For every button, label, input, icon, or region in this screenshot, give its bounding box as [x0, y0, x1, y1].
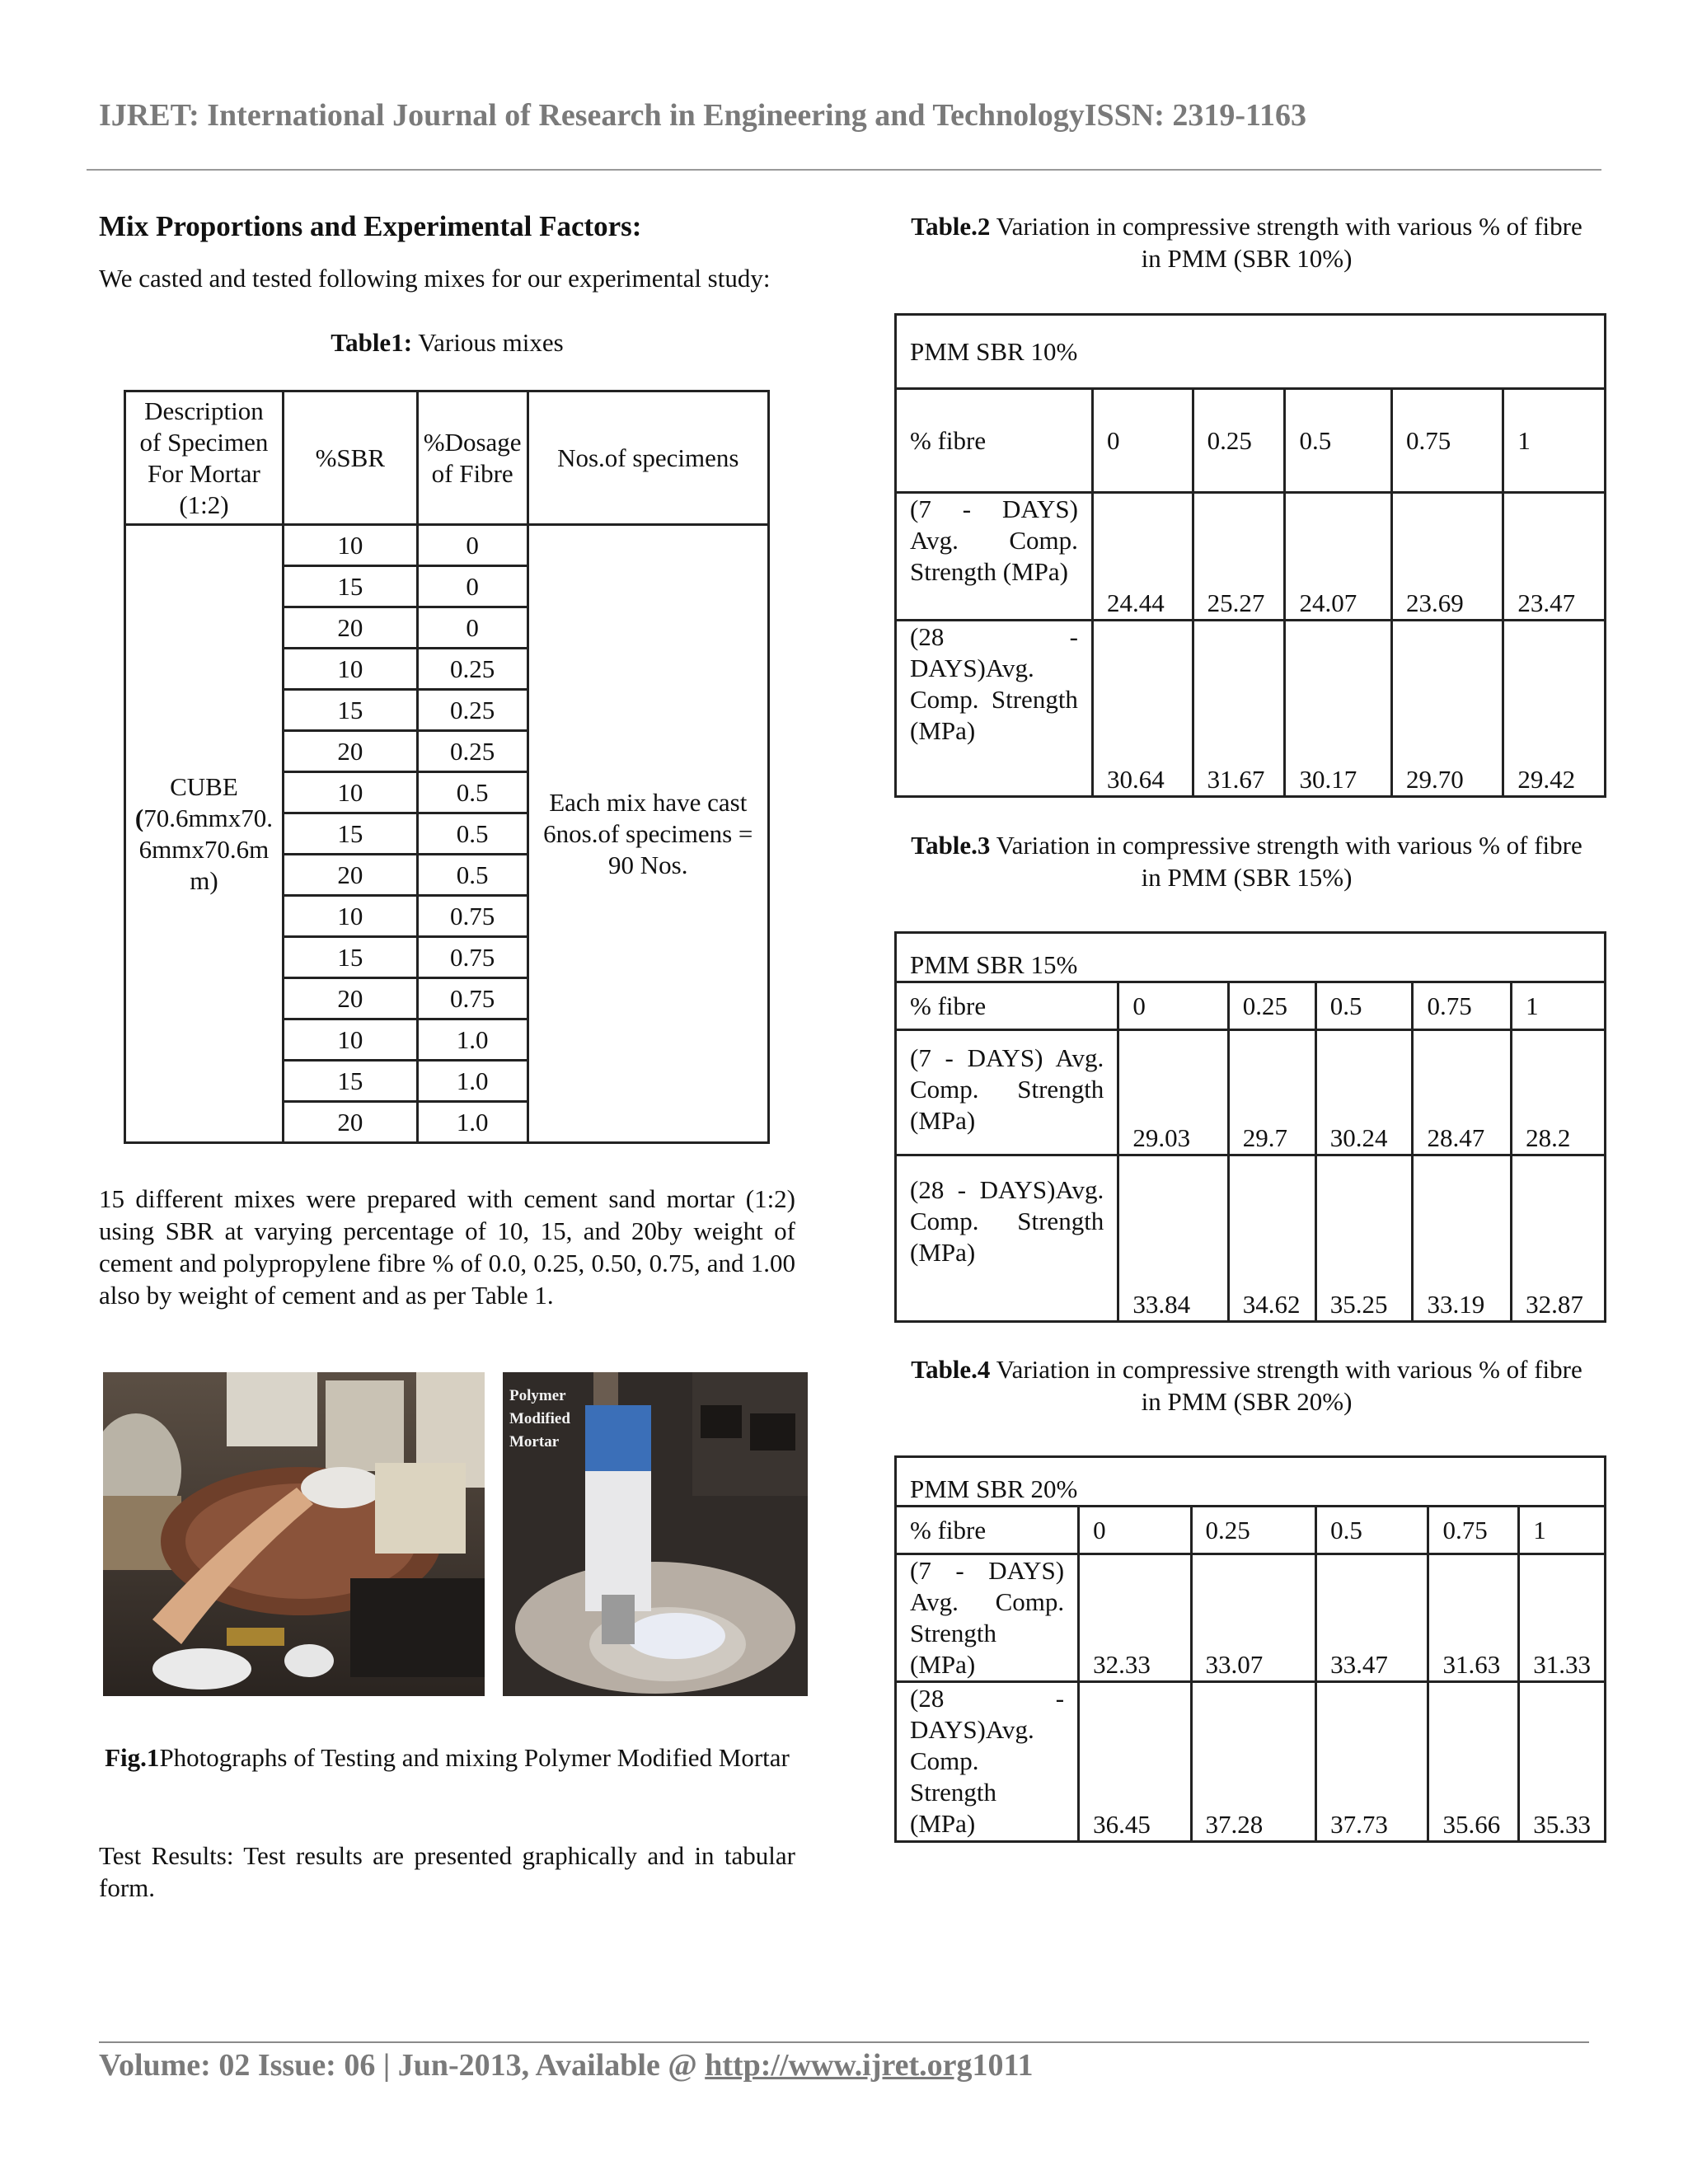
table2-fibre-label: % fibre: [896, 389, 1093, 493]
table3-28day-4: 32.87: [1512, 1155, 1606, 1322]
table2-fibre-row: [896, 389, 1606, 493]
table1-specimen-size-bracket: (: [134, 803, 144, 832]
table1-sbr-cell: 10: [283, 525, 417, 566]
table1-sbr-cell: 15: [283, 1061, 417, 1102]
table4-fibre-2: 0.5: [1316, 1507, 1428, 1554]
table4-sbr20: [894, 1455, 1606, 1843]
table2-28day-row: [896, 621, 1606, 797]
table1-fibre-cell: 0.5: [417, 813, 528, 855]
table1-fibre-cell: 0.25: [417, 649, 528, 690]
table4-title-row: [896, 1457, 1606, 1507]
table2-7day-label: (7 - DAYS) Avg. Comp. Strength (MPa): [896, 493, 1093, 621]
table4-caption-text: Variation in compressive strength with various % of fibre in PMM (SBR 20%): [990, 1355, 1582, 1416]
table4-7day-2: 33.47: [1316, 1554, 1428, 1682]
table3-28day-1: 34.62: [1228, 1155, 1315, 1322]
table3-fibre-3: 0.75: [1413, 982, 1512, 1030]
table3-title-row: [896, 933, 1606, 982]
table1-sbr-cell: 20: [283, 855, 417, 896]
table3-sbr15: [894, 931, 1606, 1323]
table3-fibre-0: 0: [1118, 982, 1228, 1030]
figure-caption-text: Photographs of Testing and mixing Polymer Modified Mortar: [159, 1743, 790, 1772]
table4-title: PMM SBR 20%: [896, 1457, 1606, 1507]
table3-fibre-label: % fibre: [896, 982, 1118, 1030]
mixes-table: [124, 390, 770, 1144]
table1-specimen-type: CUBE: [170, 771, 238, 801]
table1-header-description: Description of Specimen For Mortar (1:2): [125, 391, 284, 525]
footer-volume: Volume: 02 Issue: 06 | Jun-2013, Available @: [99, 2048, 706, 2083]
table1-header-sbr: %SBR: [283, 391, 417, 525]
table1-row: [125, 525, 769, 566]
table2-7day-4: 23.47: [1503, 493, 1606, 621]
table2-28day-4: 29.42: [1503, 621, 1606, 797]
table4-fibre-4: 1: [1519, 1507, 1606, 1554]
table1-nos-cell: Each mix have cast 6nos.of specimens = 90 Nos.: [528, 525, 768, 1143]
table1-fibre-cell: 0.25: [417, 731, 528, 772]
table4-28day-0: 36.45: [1079, 1682, 1191, 1842]
table3-28day-2: 35.25: [1315, 1155, 1413, 1322]
table2-28day-2: 30.17: [1285, 621, 1392, 797]
table2-28day-label: (28 - DAYS)Avg. Comp. Strength (MPa): [896, 621, 1093, 797]
table4-28day-label: (28 - DAYS)Avg. Comp. Strength (MPa): [896, 1682, 1079, 1842]
table4-7day-1: 33.07: [1191, 1554, 1316, 1682]
table2-sbr10: [894, 313, 1606, 798]
table2-caption-label: Table.2: [911, 212, 991, 241]
table1-caption: [99, 326, 795, 359]
table4-7day-4: 31.33: [1519, 1554, 1606, 1682]
table3-7day-row: [896, 1030, 1606, 1155]
table1-header-fibre: %Dosage of Fibre: [417, 391, 528, 525]
table3-7day-1: 29.7: [1228, 1030, 1315, 1155]
journal-header: IJRET: International Journal of Research in Engineering and TechnologyISSN: 2319-1163: [99, 98, 1306, 133]
table2-7day-2: 24.07: [1285, 493, 1392, 621]
table1-fibre-cell: 0.75: [417, 937, 528, 978]
table2-7day-1: 25.27: [1193, 493, 1285, 621]
table1-sbr-cell: 15: [283, 813, 417, 855]
journal-link[interactable]: http://www.ijret.org: [705, 2048, 973, 2083]
table3-caption-label: Table.3: [911, 831, 991, 860]
table2-caption: [898, 210, 1595, 274]
table4-28day-2: 37.73: [1316, 1682, 1428, 1842]
table1-fibre-cell: 0: [417, 607, 528, 649]
table1-fibre-cell: 0: [417, 525, 528, 566]
table1-sbr-cell: 15: [283, 937, 417, 978]
table1-sbr-cell: 10: [283, 1019, 417, 1061]
footer-rule: [99, 2041, 1589, 2043]
testing-photo: [103, 1372, 485, 1696]
table2-fibre-0: 0: [1092, 389, 1193, 493]
table3-7day-4: 28.2: [1512, 1030, 1606, 1155]
photo-overlay-line-3: Mortar: [509, 1433, 560, 1451]
table2-fibre-3: 0.75: [1391, 389, 1503, 493]
table1-fibre-cell: 1.0: [417, 1061, 528, 1102]
table4-caption-label: Table.4: [911, 1355, 991, 1384]
table3-caption: [898, 829, 1595, 893]
table3-caption-text: Variation in compressive strength with various % of fibre in PMM (SBR 15%): [990, 831, 1582, 892]
table2-title-row: [896, 315, 1606, 389]
table2-fibre-4: 1: [1503, 389, 1606, 493]
table2-fibre-1: 0.25: [1193, 389, 1285, 493]
table3-7day-label: (7 - DAYS) Avg. Comp. Strength (MPa): [896, 1030, 1118, 1155]
table2-7day-row: [896, 493, 1606, 621]
table1-fibre-cell: 0: [417, 566, 528, 607]
page-footer: [99, 2047, 1033, 2083]
test-results-paragraph: Test Results: Test results are presented graphically and in tabular form.: [99, 1841, 795, 1902]
table1-sbr-cell: 20: [283, 978, 417, 1019]
table1-caption-label: Table1:: [331, 328, 413, 357]
table2-28day-3: 29.70: [1391, 621, 1503, 797]
header-rule: [87, 169, 1601, 171]
figure-caption-label: Fig.1: [105, 1743, 160, 1772]
table1-fibre-cell: 0.75: [417, 978, 528, 1019]
figure-caption: [99, 1741, 795, 1774]
table4-28day-1: 37.28: [1191, 1682, 1316, 1842]
table4-28day-4: 35.33: [1519, 1682, 1606, 1842]
table4-7day-label: (7 - DAYS) Avg. Comp. Strength (MPa): [896, 1554, 1079, 1682]
table1-fibre-cell: 1.0: [417, 1019, 528, 1061]
mixes-paragraph: 15 different mixes were prepared with cement sand mortar (1:2) using SBR at varying percentage of 10, 15, and 20by weight of cement and polypropylene fibre % of 0.0, 0.25, 0.50, 0.75, and 1.00 also by weight of cement and as per Table 1.: [99, 1184, 795, 1310]
section-title: Mix Proportions and Experimental Factors:: [99, 210, 642, 242]
table1-fibre-cell: 0.75: [417, 896, 528, 937]
table1-fibre-cell: 0.25: [417, 690, 528, 731]
table1-fibre-cell: 0.5: [417, 855, 528, 896]
table3-7day-2: 30.24: [1315, 1030, 1413, 1155]
table2-28day-1: 31.67: [1193, 621, 1285, 797]
table1-fibre-cell: 0.5: [417, 772, 528, 813]
table1-specimen-size: [134, 803, 274, 897]
table4-fibre-label: % fibre: [896, 1507, 1079, 1554]
table3-title: PMM SBR 15%: [896, 933, 1606, 982]
intro-paragraph: We casted and tested following mixes for our experimental study:: [99, 264, 771, 293]
mixing-photo: [503, 1372, 808, 1696]
table1-fibre-cell: 1.0: [417, 1102, 528, 1143]
table4-7day-3: 31.63: [1428, 1554, 1519, 1682]
photo-overlay-line-1: Polymer: [509, 1387, 566, 1404]
table1-header-nos: Nos.of specimens: [528, 391, 768, 525]
table1-sbr-cell: 15: [283, 566, 417, 607]
photo-overlay-line-2: Modified: [509, 1410, 570, 1427]
page-number: 1011: [972, 2048, 1034, 2083]
table3-fibre-1: 0.25: [1228, 982, 1315, 1030]
table1-specimen-description: [125, 525, 284, 1143]
table2-7day-3: 23.69: [1391, 493, 1503, 621]
table3-28day-0: 33.84: [1118, 1155, 1228, 1322]
table4-fibre-row: [896, 1507, 1606, 1554]
table4-fibre-0: 0: [1079, 1507, 1191, 1554]
table2-fibre-2: 0.5: [1285, 389, 1392, 493]
table2-7day-0: 24.44: [1092, 493, 1193, 621]
table3-fibre-row: [896, 982, 1606, 1030]
table4-fibre-3: 0.75: [1428, 1507, 1519, 1554]
table2-28day-0: 30.64: [1092, 621, 1193, 797]
table1-sbr-cell: 10: [283, 896, 417, 937]
table2-caption-text: Variation in compressive strength with various % of fibre in PMM (SBR 10%): [990, 212, 1582, 273]
table1-sbr-cell: 20: [283, 731, 417, 772]
table1-specimen-size-text: 70.6mmx70.6mmx70.6mm): [138, 803, 273, 895]
table4-28day-row: [896, 1682, 1606, 1842]
table1-sbr-cell: 20: [283, 607, 417, 649]
table1-header-row: [125, 391, 769, 525]
table4-7day-row: [896, 1554, 1606, 1682]
table3-28day-row: [896, 1155, 1606, 1322]
table3-7day-0: 29.03: [1118, 1030, 1228, 1155]
table1-sbr-cell: 20: [283, 1102, 417, 1143]
table1-sbr-cell: 15: [283, 690, 417, 731]
table3-7day-3: 28.47: [1413, 1030, 1512, 1155]
table4-7day-0: 32.33: [1079, 1554, 1191, 1682]
table1-caption-text: Various mixes: [412, 328, 564, 357]
table1-sbr-cell: 10: [283, 772, 417, 813]
table4-caption: [898, 1353, 1595, 1418]
table4-28day-3: 35.66: [1428, 1682, 1519, 1842]
table3-fibre-2: 0.5: [1315, 982, 1413, 1030]
table4-fibre-1: 0.25: [1191, 1507, 1316, 1554]
table3-28day-3: 33.19: [1413, 1155, 1512, 1322]
table1-sbr-cell: 10: [283, 649, 417, 690]
table3-28day-label: (28 - DAYS)Avg. Comp. Strength (MPa): [896, 1155, 1118, 1322]
table3-fibre-4: 1: [1512, 982, 1606, 1030]
table2-title: PMM SBR 10%: [896, 315, 1606, 389]
